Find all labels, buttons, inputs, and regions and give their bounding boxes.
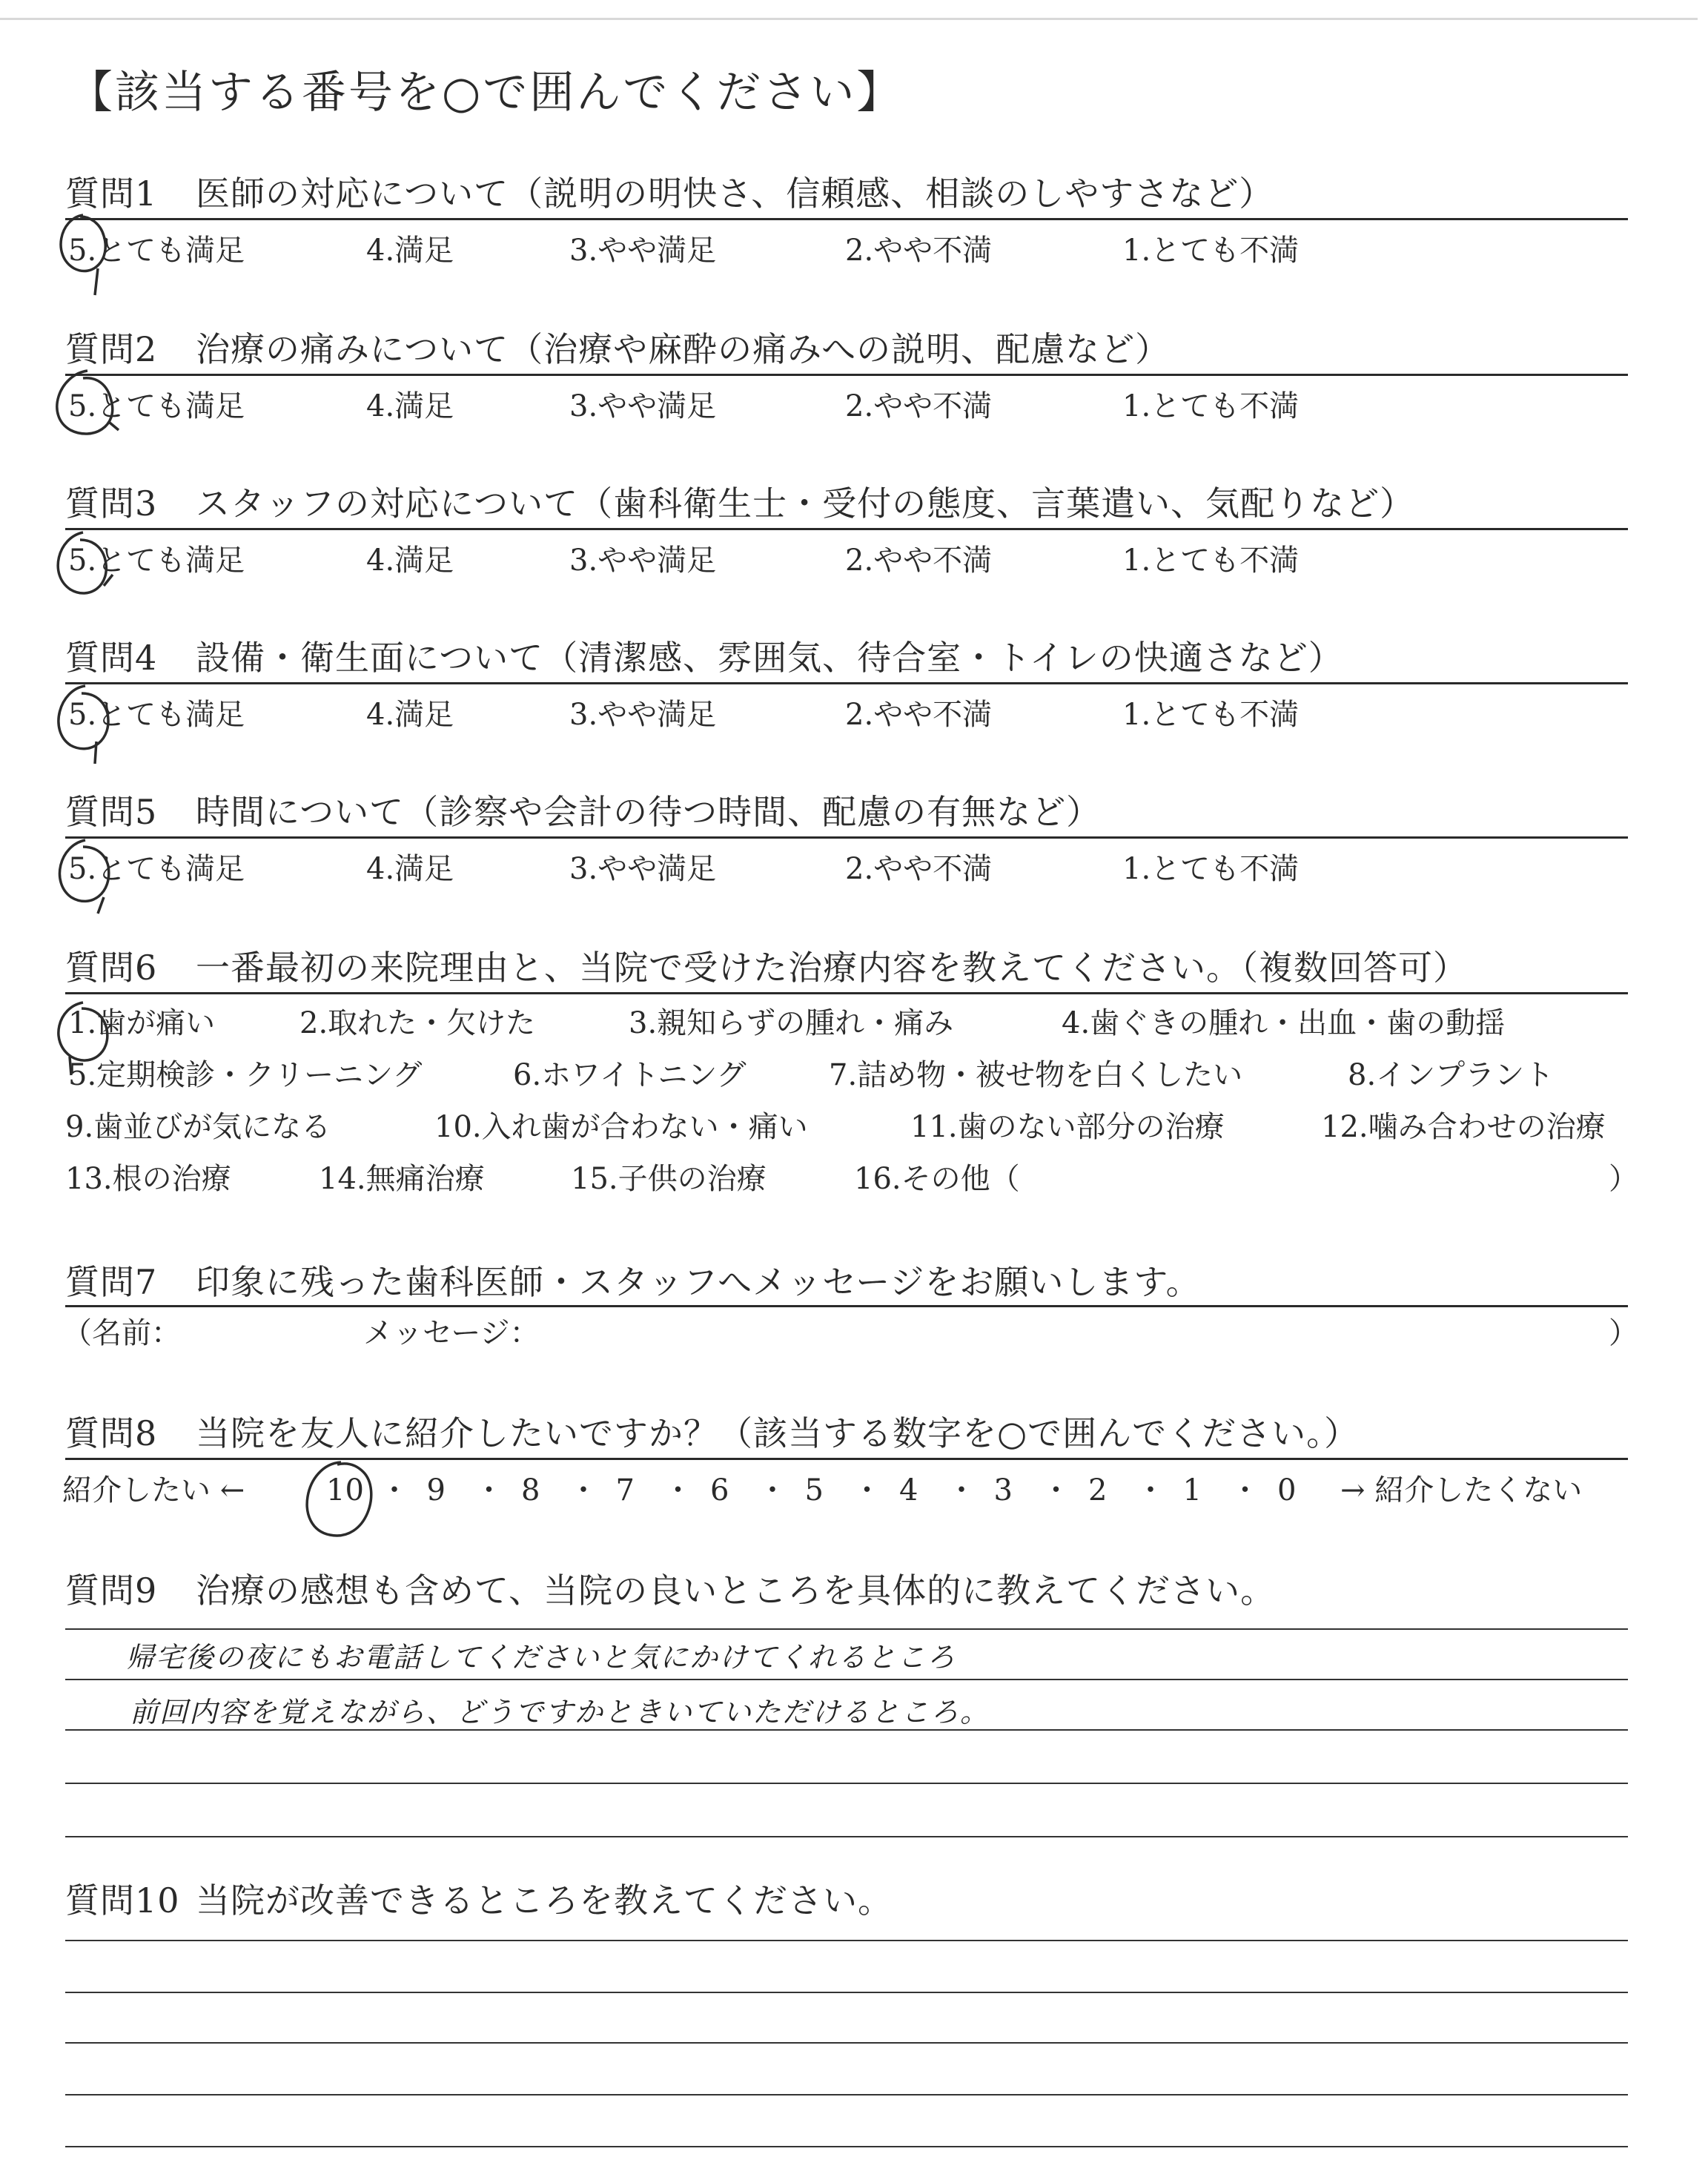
q8-scale-1[interactable]: 1 [1182,1473,1202,1507]
q8-scale-separator: ・ [1041,1473,1071,1507]
q1-option-5[interactable]: 5.とても満足 [68,234,245,268]
q4-option-2[interactable]: 2.やや不満 [845,698,993,732]
q10-line-1 [65,1940,1628,1941]
q8-scale-separator: ・ [663,1473,693,1507]
q9-title [65,1571,1276,1611]
q2-rule [65,374,1628,376]
q9-handwritten-line-1: 帰宅後の夜にもお電話してくださいと気にかけてくれるところ [126,1641,957,1674]
q6-title [65,948,1468,988]
q3-option-5[interactable]: 5.とても満足 [68,544,245,578]
q9-line-5 [65,1836,1628,1837]
q5-option-1[interactable]: 1.とても不満 [1122,852,1300,886]
q10-title [65,1880,893,1920]
q8-scale-5[interactable]: 5 [804,1473,824,1507]
q6-option-15[interactable]: 15.子供の治療 [571,1162,767,1196]
q1-option-4[interactable]: 4.満足 [366,234,454,268]
q9-handwritten-line-2: 前回内容を覚えながら、どうですかときいていただけるところ。 [130,1696,990,1728]
q9-line-2 [65,1679,1628,1680]
q6-option-14[interactable]: 14.無痛治療 [319,1162,485,1196]
q4-text: 設備・衛生面について（清潔感、雰囲気、待合室・トイレの快適さなど） [196,638,1343,678]
q2-option-4[interactable]: 4.満足 [366,389,454,423]
q8-left-label: 紹介したい ← [62,1473,245,1507]
q3-number: 質問3 [65,483,158,524]
q2-option-2[interactable]: 2.やや不満 [845,389,993,423]
q7-rule [65,1305,1628,1307]
q1-option-2[interactable]: 2.やや不満 [845,234,993,268]
q8-text: 当院を友人に紹介したいですか？（該当する数字を○で囲んでください。） [196,1413,1360,1453]
q8-scale-4[interactable]: 4 [899,1473,918,1507]
q6-option-12[interactable]: 12.噛み合わせの治療 [1321,1110,1606,1144]
q7-text: 印象に残った歯科医師・スタッフへメッセージをお願いします。 [196,1262,1201,1302]
q3-option-2[interactable]: 2.やや不満 [845,544,993,578]
q8-scale-separator: ・ [1230,1473,1260,1507]
q5-option-3[interactable]: 3.やや満足 [569,852,717,886]
q3-text: スタッフの対応について（歯科衛生士・受付の態度、言葉遣い、気配りなど） [196,483,1415,524]
q6-rule [65,992,1628,994]
q2-option-5[interactable]: 5.とても満足 [68,389,245,423]
q8-right-label: → 紹介したくない [1340,1473,1583,1507]
q8-scale-10[interactable]: 10 [326,1473,364,1507]
q8-scale-separator: ・ [1136,1473,1165,1507]
q6-option-11[interactable]: 11.歯のない部分の治療 [910,1110,1225,1144]
q6-text: 一番最初の来院理由と、当院で受けた治療内容を教えてください。（複数回答可） [196,948,1468,988]
q8-title [65,1413,1360,1453]
q4-option-3[interactable]: 3.やや満足 [569,698,717,732]
q5-rule [65,836,1628,839]
q8-scale-separator: ・ [947,1473,976,1507]
q8-scale-separator: ・ [474,1473,504,1507]
q6-option-7[interactable]: 7.詰め物・被せ物を白くしたい [829,1058,1243,1092]
q2-title [65,329,1171,369]
q6-option-6[interactable]: 6.ホワイトニング [513,1058,747,1092]
q9-number: 質問9 [65,1571,158,1611]
q3-option-1[interactable]: 1.とても不満 [1122,544,1300,578]
q8-scale-6[interactable]: 6 [710,1473,729,1507]
q6-number: 質問6 [65,948,158,988]
q10-number: 質問10 [65,1880,180,1920]
q8-scale-8[interactable]: 8 [521,1473,540,1507]
q9-line-4 [65,1783,1628,1784]
q8-scale-separator: ・ [758,1473,787,1507]
q6-option-3[interactable]: 3.親知らずの腫れ・痛み [629,1006,954,1040]
q1-rule [65,218,1628,220]
q6-option-8[interactable]: 8.インプラント [1348,1058,1555,1092]
q10-line-3 [65,2042,1628,2044]
q6-option-10[interactable]: 10.入れ歯が合わない・痛い [434,1110,808,1144]
q5-option-4[interactable]: 4.満足 [366,852,454,886]
q4-option-1[interactable]: 1.とても不満 [1122,698,1300,732]
q3-option-3[interactable]: 3.やや満足 [569,544,717,578]
q4-rule [65,682,1628,684]
q7-number: 質問7 [65,1262,158,1302]
q1-text: 医師の対応について（説明の明快さ、信頼感、相談のしやすさなど） [196,174,1274,214]
q10-text: 当院が改善できるところを教えてください。 [196,1880,893,1920]
q6-option-4[interactable]: 4.歯ぐきの腫れ・出血・歯の動揺 [1062,1006,1506,1040]
q2-option-1[interactable]: 1.とても不満 [1122,389,1300,423]
q3-rule [65,528,1628,530]
q1-option-3[interactable]: 3.やや満足 [569,234,717,268]
q8-scale-separator: ・ [380,1473,409,1507]
q4-title [65,638,1343,678]
q5-number: 質問5 [65,792,158,832]
q7-message-label: メッセージ： [363,1316,540,1350]
q7-title [65,1262,1201,1302]
q9-line-1 [65,1628,1628,1630]
q8-rule [65,1458,1628,1460]
q4-number: 質問4 [65,638,158,678]
q8-scale-3[interactable]: 3 [993,1473,1013,1507]
q2-text: 治療の痛みについて（治療や麻酔の痛みへの説明、配慮など） [196,329,1171,369]
q2-option-3[interactable]: 3.やや満足 [569,389,717,423]
q1-title [65,174,1274,214]
q4-option-4[interactable]: 4.満足 [366,698,454,732]
q7-close-paren: ） [1609,1316,1638,1350]
q8-scale-0[interactable]: 0 [1277,1473,1297,1507]
q6-option-16[interactable]: 16.その他（ [854,1162,1020,1196]
q6-option-13[interactable]: 13.根の治療 [65,1162,231,1196]
q6-option-2[interactable]: 2.取れた・欠けた [299,1006,536,1040]
q3-title [65,483,1415,524]
q4-option-5[interactable]: 5.とても満足 [68,698,245,732]
q8-scale-separator: ・ [569,1473,598,1507]
q1-number: 質問1 [65,174,158,214]
q10-line-2 [65,1992,1628,1993]
q10-line-5 [65,2146,1628,2147]
q8-scale-9[interactable]: 9 [426,1473,446,1507]
q6-option-9[interactable]: 9.歯並びが気になる [65,1110,331,1144]
scan-edge-line [0,18,1698,20]
q7-name-label: （名前： [62,1316,181,1350]
q6-option-5[interactable]: 5.定期検診・クリーニング [68,1058,423,1092]
q10-line-4 [65,2094,1628,2095]
q5-option-5[interactable]: 5.とても満足 [68,852,245,886]
form-title: 【該当する番号を○で囲んでください】 [68,67,904,119]
q8-scale-7[interactable]: 7 [615,1473,635,1507]
q5-option-2[interactable]: 2.やや不満 [845,852,993,886]
q8-number: 質問8 [65,1413,158,1453]
q2-number: 質問2 [65,329,158,369]
q6-option-1[interactable]: 1.歯が痛い [68,1006,216,1040]
q3-option-4[interactable]: 4.満足 [366,544,454,578]
q6-close-paren: ） [1609,1162,1638,1196]
q8-scale-separator: ・ [852,1473,882,1507]
q9-text: 治療の感想も含めて、当院の良いところを具体的に教えてください。 [196,1571,1276,1611]
q8-scale-2[interactable]: 2 [1088,1473,1108,1507]
q1-option-1[interactable]: 1.とても不満 [1122,234,1300,268]
q5-title [65,792,1102,832]
q5-text: 時間について（診察や会計の待つ時間、配慮の有無など） [196,792,1102,832]
